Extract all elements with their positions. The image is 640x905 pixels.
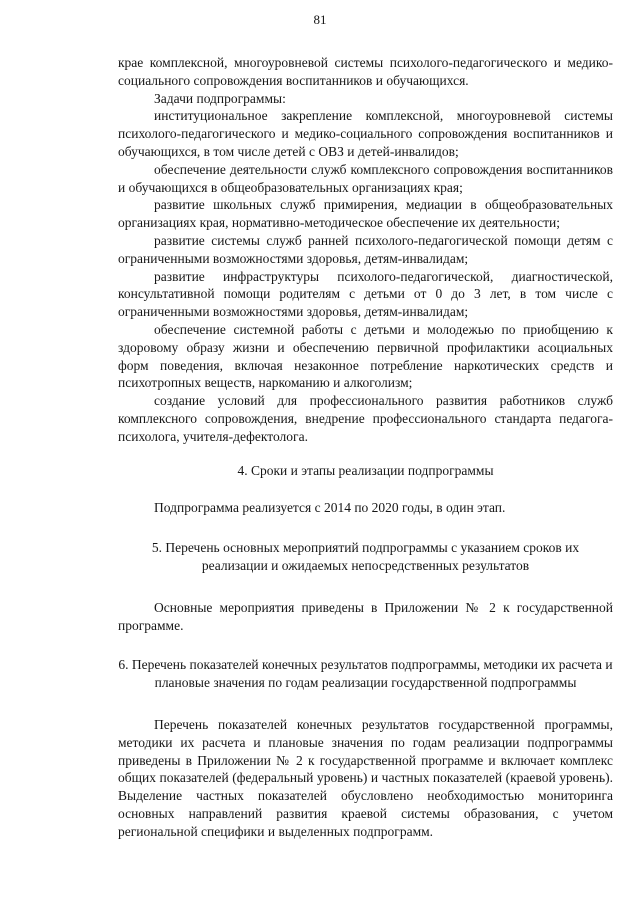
task-item: развитие школьных служб примирения, медиации в общеобразовательных организациях края, нормативно-методическое обеспечение их деятельности; xyxy=(118,197,613,231)
document-body xyxy=(118,54,613,840)
section-5-heading: 5. Перечень основных мероприятий подпрограммы с указанием сроков их реализации и ожидаемых непосредственных результатов xyxy=(151,540,580,573)
section-6-text: Перечень показателей конечных результатов государственной программы, методики их расчета и плановые значения по годам реализации подпрограммы приведены в Приложении № 2 к государственной программе и включает комплекс общих показателей (федеральный уровень) и частных показателей (краевой уровень). Выделение частных показателей обусловлено необходимостью мониторинга основных направлений развития краевой системы образования, с учетом региональной специфики и выделенных подпрограмм. xyxy=(118,716,613,839)
task-item: обеспечение системной работы с детьми и молодежью по приобщению к здоровому образу жизни и обеспечению первичной профилактики асоциальных форм поведения, включая незаконное потребление наркотических средств и психотропных веществ, наркоманию и алкоголизм; xyxy=(118,321,613,391)
page-number: 81 xyxy=(313,12,327,27)
section-5-text: Основные мероприятия приведены в Приложении № 2 к государственной программе. xyxy=(118,599,613,633)
task-item: создание условий для профессионального развития работников служб комплексного сопровождения, внедрение профессионального стандарта педагога-психолога, учителя-дефектолога. xyxy=(118,393,613,444)
tasks-title: Задачи подпрограммы: xyxy=(154,90,286,106)
task-item: институциональное закрепление комплексной, многоуровневой системы психолого-педагогического и медико-социального сопровождения воспитанников и обучающихся, в том числе детей с ОВЗ и детей-инвалидов; xyxy=(118,108,613,159)
task-item: развитие системы служб ранней психолого-педагогической помощи детям с ограниченными возможностями здоровья, детям-инвалидам; xyxy=(118,232,613,266)
section-4-heading: 4. Сроки и этапы реализации подпрограммы xyxy=(237,462,494,478)
section-6-heading: 6. Перечень показателей конечных результатов подпрограммы, методики их расчета и плановые значения по годам реализации государственной подпрограммы xyxy=(118,657,613,691)
task-item: обеспечение деятельности служб комплексного сопровождения воспитанников и обучающихся в общеобразовательных организациях края; xyxy=(118,161,613,195)
intro-paragraph: крае комплексной, многоуровневой системы психолого-педагогического и медико-социального сопровождения воспитанников и обучающихся. xyxy=(118,55,613,88)
task-item: развитие инфраструктуры психолого-педагогической, диагностической, консультативной помощи родителям с детьми от 0 до 3 лет, в том числе с ограниченными возможностями здоровья, детям-инвалидам; xyxy=(118,268,613,320)
section-4-text: Подпрограмма реализуется с 2014 по 2020 годы, в один этап. xyxy=(154,500,506,516)
